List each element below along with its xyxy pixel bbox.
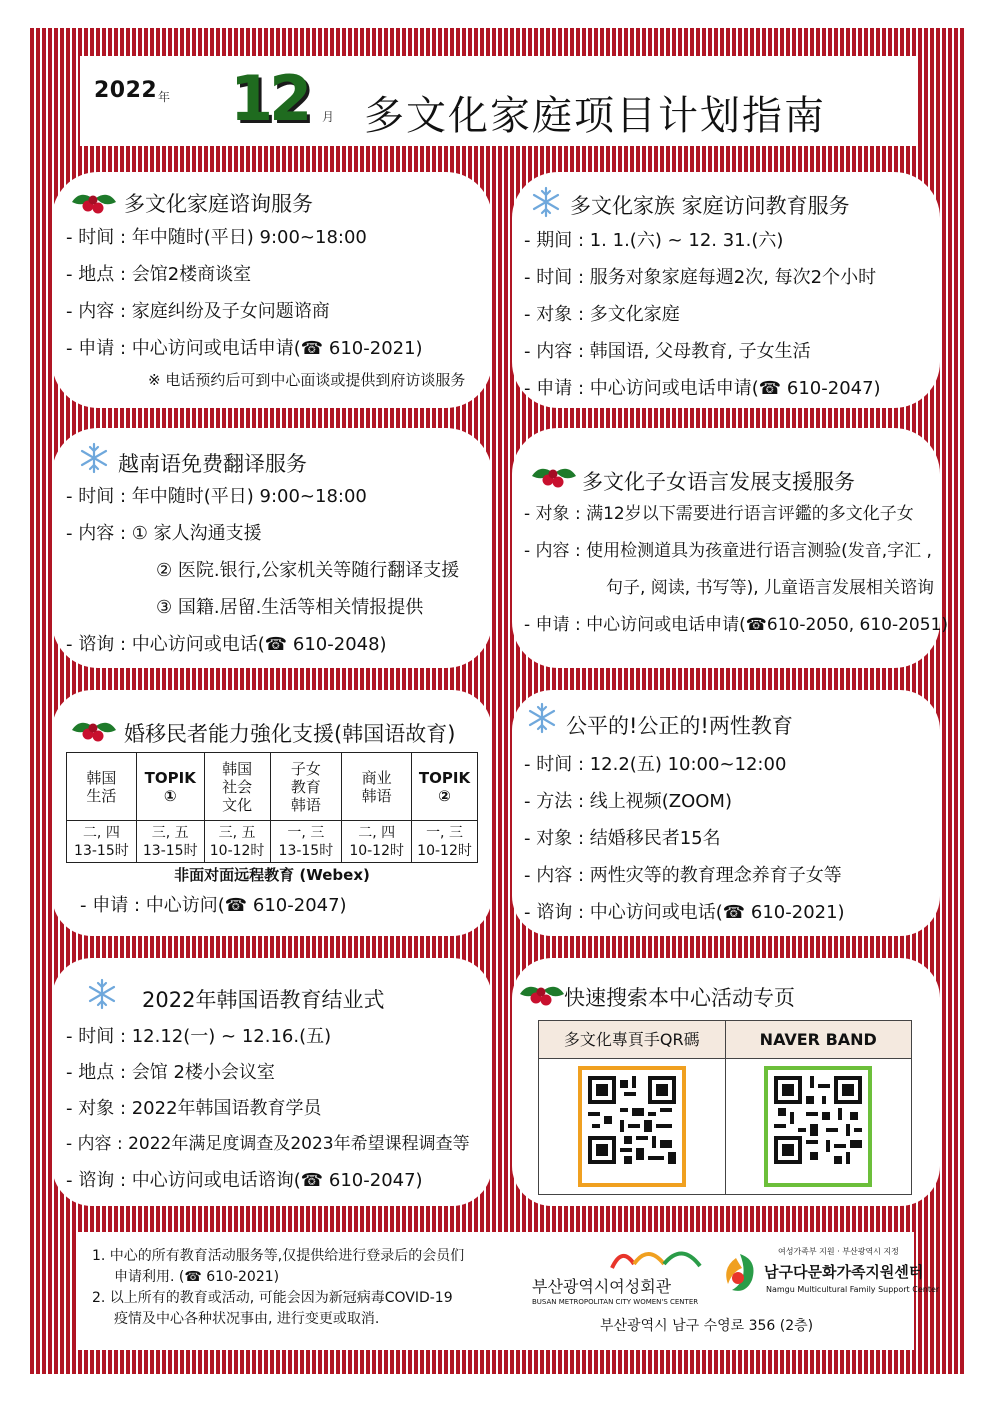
snowflake-icon	[86, 978, 118, 1010]
holly-icon	[530, 462, 578, 490]
info-line: - 谘询 : 中心访问或电话谘询(☎ 610-2047)	[66, 1170, 423, 1191]
womens-center-logo-icon	[608, 1242, 704, 1272]
page-title: 多文化家庭项目计划指南	[364, 93, 826, 139]
info-line: - 对象 : 2022年韩国语教育学员	[66, 1098, 322, 1119]
counseling-service-box	[52, 172, 492, 408]
info-line: - 期间 : 1. 1.(六) ~ 12. 31.(六)	[524, 230, 784, 251]
info-line: 句子, 阅读, 书写等), 儿童语言发展相关谘询	[606, 578, 935, 598]
header-month-suffix: 月	[322, 110, 335, 124]
info-line: - 内容 : 两性灾等的教育理念养育子女等	[524, 865, 842, 886]
qr-code-icon	[588, 1076, 676, 1164]
qr-column-header: 多文化專頁手QR碼	[539, 1021, 726, 1059]
snowflake-icon	[526, 702, 558, 734]
class-schedule-table	[66, 752, 478, 887]
footer-note: 1. 中心的所有教育活动服务等,仅提供给进行登录后的会员们	[92, 1248, 465, 1264]
info-line: - 谘询 : 中心访问或电话(☎ 610-2021)	[524, 902, 845, 923]
footer-note: 申请利用. (☎ 610-2021)	[114, 1269, 280, 1285]
info-line: - 时间 : 12.2(五) 10:00~12:00	[524, 754, 787, 775]
korean-education-box	[52, 690, 492, 936]
gender-equality-box	[512, 690, 940, 936]
info-line: - 时间 : 年中随时(平日) 9:00~18:00	[66, 227, 367, 248]
header-year-suffix: 年	[158, 90, 171, 104]
holly-icon	[518, 980, 566, 1008]
snowflake-icon	[78, 442, 110, 474]
class-header: 韩国 社会 文化	[204, 753, 270, 821]
box-title: 多文化家族 家庭访问教育服务	[570, 194, 850, 218]
info-line: ② 医院.银行,公家机关等随行翻译支援	[156, 560, 460, 581]
info-line: - 内容 : ① 家人沟通支援	[66, 523, 262, 544]
page-header	[80, 56, 916, 146]
class-time: 二, 四 13-15时	[67, 821, 137, 863]
language-development-box	[512, 428, 949, 668]
header-month: 12	[230, 62, 309, 135]
family-center-name: 남구다문화가족지원센터	[764, 1263, 924, 1281]
info-line: - 时间 : 12.12(一) ~ 12.16.(五)	[66, 1026, 332, 1047]
class-header: TOPIK ①	[136, 753, 204, 821]
info-line: - 内容 : 家庭纠纷及子女问题谘商	[66, 301, 330, 322]
center-address: 부산광역시 남구 수영로 356 (2층)	[600, 1318, 814, 1334]
class-time: 二, 四 10-12时	[342, 821, 412, 863]
family-center-english: Namgu Multicultural Family Support Center	[766, 1285, 940, 1294]
family-center-logo-icon	[720, 1250, 760, 1296]
info-line: - 申请 : 中心访问(☎ 610-2047)	[80, 895, 347, 916]
class-time: 一, 三 13-15时	[270, 821, 342, 863]
info-line: - 申请 : 中心访问或电话申请(☎610-2050, 610-2051)	[524, 615, 949, 635]
box-title: 越南语免费翻译服务	[118, 452, 307, 476]
info-line: - 地点 : 会馆2楼商谈室	[66, 264, 252, 285]
box-title: 多文化家庭谘询服务	[124, 192, 313, 216]
box-title: 公平的!公正的!两性教育	[566, 714, 793, 738]
holly-icon	[70, 716, 118, 744]
info-line: - 内容 : 2022年满足度调查及2023年希望课程调查等	[66, 1134, 470, 1154]
class-header: 韩国 生活	[67, 753, 137, 821]
header-year: 2022	[94, 78, 158, 103]
info-line: - 申请 : 中心访问或电话申请(☎ 610-2047)	[524, 378, 881, 399]
translation-service-box	[52, 428, 492, 668]
info-line: - 申请 : 中心访问或电话申请(☎ 610-2021)	[66, 338, 423, 359]
box-title: 快速搜索本中心活动专页	[564, 986, 795, 1010]
womens-center-english: BUSAN METROPOLITAN CITY WOMEN'S CENTER	[532, 1298, 699, 1306]
class-header: 商业 韩语	[342, 753, 412, 821]
holly-icon	[70, 188, 118, 216]
class-time: 一, 三 10-12时	[412, 821, 478, 863]
qr-code-multicultural-page[interactable]	[578, 1066, 686, 1187]
band-column-header: NAVER BAND	[725, 1021, 912, 1059]
note-line: ※ 电话预约后可到中心面谈或提供到府访谈服务	[148, 371, 466, 389]
info-line: - 谘询 : 中心访问或电话(☎ 610-2048)	[66, 634, 387, 655]
womens-center-name: 부산광역시여성회관	[532, 1277, 672, 1296]
snowflake-icon	[530, 186, 562, 218]
info-line: - 内容 : 使用检测道具为孩童进行语言测验(发音,字汇 ,	[524, 541, 932, 561]
class-time: 三, 五 10-12时	[204, 821, 270, 863]
box-title: 2022年韩国语教育结业式	[142, 988, 385, 1012]
info-line: - 时间 : 服务对象家庭每週2次, 每次2个小时	[524, 267, 877, 288]
info-line: ③ 国籍.居留.生活等相关情报提供	[156, 597, 424, 618]
qr-code-table	[538, 1020, 912, 1195]
home-visit-service-box	[512, 172, 940, 408]
remote-education-note: 非面对面远程教育 (Webex)	[174, 865, 370, 884]
info-line: - 方法 : 线上视频(ZOOM)	[524, 791, 732, 812]
info-line: - 内容 : 韩国语, 父母教育, 子女生活	[524, 341, 811, 362]
graduation-ceremony-box	[52, 958, 492, 1206]
family-center-tagline: 여성가족부 지원 · 부산광역시 지정	[778, 1247, 899, 1256]
qr-code-icon	[774, 1076, 862, 1164]
footer-note: 2. 以上所有的教育或活动, 可能会因为新冠病毒COVID-19	[92, 1290, 453, 1306]
info-line: - 地点 : 会馆 2楼小会议室	[66, 1062, 275, 1083]
info-line: - 对象 : 满12岁以下需要进行语言评鑑的多文化子女	[524, 504, 914, 524]
info-line: - 对象 : 多文化家庭	[524, 304, 680, 325]
footer-note: 疫情及中心各种状况事由, 进行变更或取消.	[114, 1311, 380, 1327]
box-title: 婚移民者能力強化支援(韩国语故育)	[124, 722, 456, 746]
class-header: TOPIK ②	[412, 753, 478, 821]
box-title: 多文化子女语言发展支援服务	[582, 470, 855, 494]
info-line: - 对象 : 结婚移民者15名	[524, 828, 721, 849]
qr-code-naver-band[interactable]	[764, 1066, 872, 1187]
class-header: 子女 教育 韩语	[270, 753, 342, 821]
quick-search-box	[512, 958, 940, 1206]
footer-panel	[78, 1232, 940, 1350]
class-time: 三, 五 13-15时	[136, 821, 204, 863]
info-line: - 时间 : 年中随时(平日) 9:00~18:00	[66, 486, 367, 507]
